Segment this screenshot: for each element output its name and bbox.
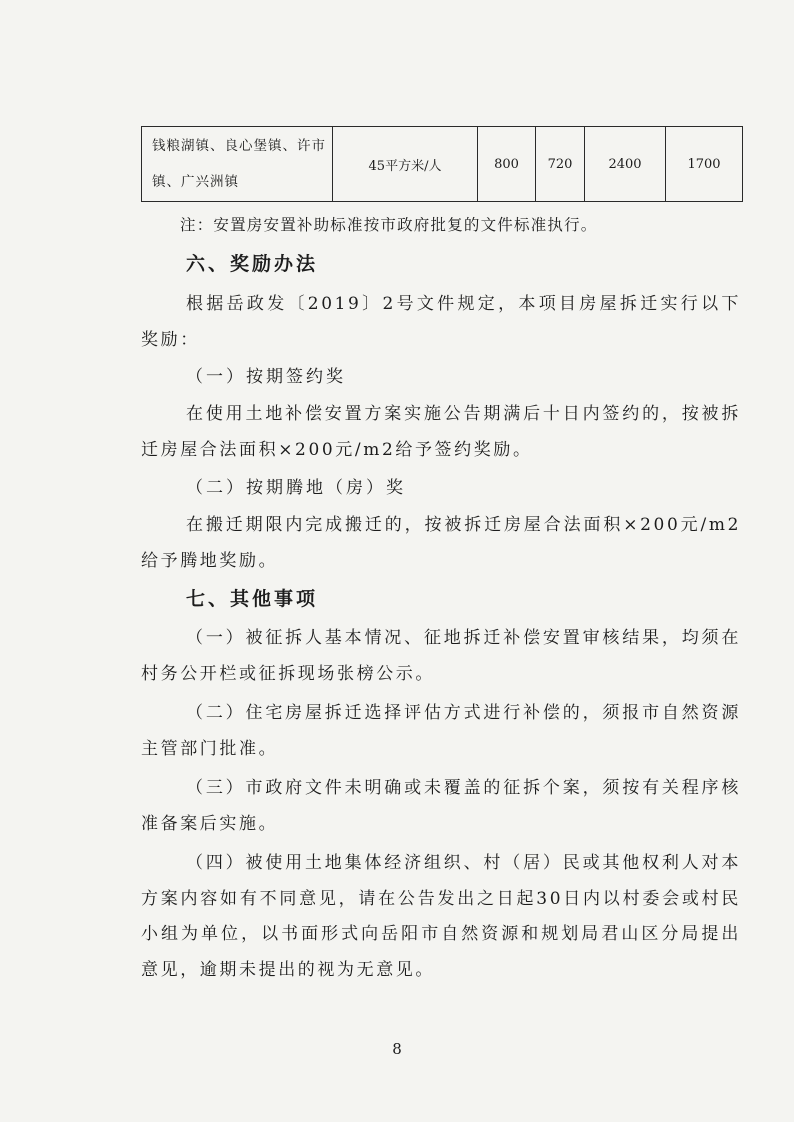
table-cell-value-1: 800 <box>478 127 536 202</box>
section-7-item-4: （四）被使用土地集体经济组织、村（居）民或其他权利人对本方案内容如有不同意见，请在公告发出之日起30日内以村委会或村民小组为单位，以书面形式向岳阳市自然资源和规划局君山区分局提出意见，逾期未提出的视为无意见。 <box>141 853 741 980</box>
section-7-item-1: （一）被征拆人基本情况、征地拆迁补偿安置审核结果，均须在村务公开栏或征拆现场张榜公示。 <box>141 628 741 684</box>
section-7-heading: 七、其他事项 <box>186 588 319 610</box>
section-6-sub1-text: 在使用土地补偿安置方案实施公告期满后十日内签约的，按被拆迁房屋合法面积×200元/m2给予签约奖励。 <box>141 404 741 460</box>
section-6-sub1-heading: （一）按期签约奖 <box>186 367 346 387</box>
area-line-1: 钱粮湖镇、良心堡镇、许市 <box>152 138 326 154</box>
table-cell-value-2: 720 <box>536 127 585 202</box>
compensation-table <box>141 126 743 202</box>
table-row <box>142 127 743 202</box>
section-6-intro: 根据岳政发〔2019〕2号文件规定，本项目房屋拆迁实行以下奖励： <box>141 294 741 350</box>
section-6-sub2-heading: （二）按期腾地（房）奖 <box>186 478 406 498</box>
page-number: 8 <box>392 1040 402 1058</box>
table-note: 注：安置房安置补助标准按市政府批复的文件标准执行。 <box>180 216 598 234</box>
table-cell-value-4: 1700 <box>666 127 743 202</box>
table-cell-standard: 45平方米/人 <box>333 127 478 202</box>
section-7-item-2: （二）住宅房屋拆迁选择评估方式进行补偿的，须报市自然资源主管部门批准。 <box>141 703 741 759</box>
table-cell-value-3: 2400 <box>585 127 666 202</box>
section-6-sub2-text: 在搬迁期限内完成搬迁的，按被拆迁房屋合法面积×200元/m2给予腾地奖励。 <box>141 515 741 571</box>
section-6-heading: 六、奖励办法 <box>186 253 319 275</box>
table-cell-area <box>142 127 333 202</box>
area-line-2: 镇、广兴洲镇 <box>152 174 239 190</box>
section-7-item-3: （三）市政府文件未明确或未覆盖的征拆个案，须按有关程序核准备案后实施。 <box>141 778 741 834</box>
